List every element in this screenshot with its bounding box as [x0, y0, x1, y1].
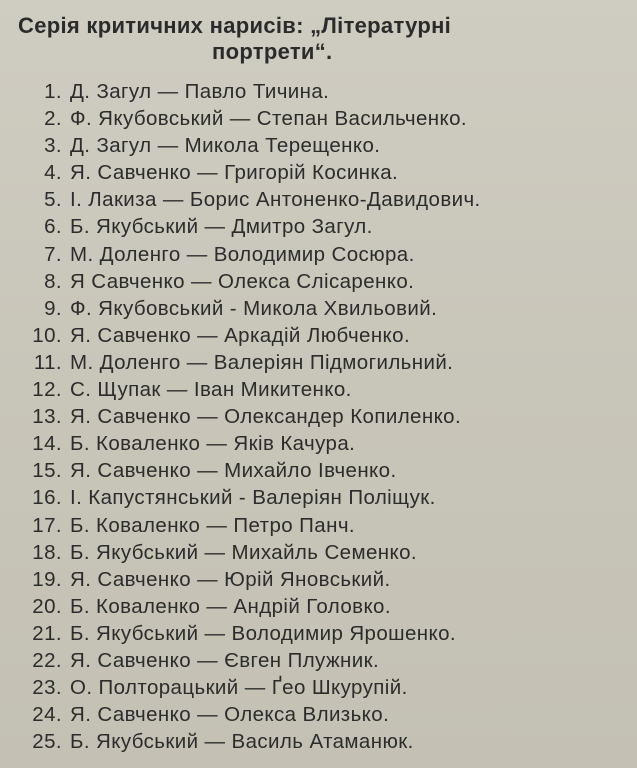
list-item-text: Ф. Якубовський — Степан Васильченко.	[70, 107, 467, 131]
list-item-text: Д. Загул — Микола Терещенко.	[70, 134, 381, 158]
list-item	[0, 457, 637, 484]
list-item-number: 17.	[32, 513, 62, 537]
list-item-text: І. Капустянський - Валеріян Поліщук.	[70, 486, 436, 510]
list-item-number: 19.	[32, 567, 62, 591]
list-item-number: 13.	[32, 405, 62, 429]
list-item-text: С. Щупак — Іван Микитенко.	[70, 378, 352, 402]
list-item-text: Я. Савченко — Юрій Яновський.	[70, 567, 391, 591]
list-item-number: 6.	[44, 215, 62, 239]
list-item-number: 12.	[32, 378, 62, 402]
list-item-text: Б. Якубський — Михайль Семенко.	[70, 540, 417, 564]
list-item	[0, 78, 637, 105]
list-item	[0, 620, 637, 647]
list-item-text: І. Лакиза — Борис Антоненко-Давидович.	[70, 188, 481, 212]
list-item-number: 15.	[32, 459, 62, 483]
list-item-text: Я Савченко — Олекса Слісаренко.	[70, 269, 415, 293]
list-item-number: 2.	[44, 107, 62, 131]
series-title-line-1: Серія критичних нарисів: „Літературні	[18, 13, 452, 38]
list-item	[0, 647, 637, 674]
list-item-text: О. Полторацький — Ґео Шкурупій.	[70, 676, 408, 700]
portrait-list	[0, 78, 637, 755]
list-item	[0, 484, 637, 511]
list-item	[0, 322, 637, 349]
list-item-number: 11.	[33, 350, 62, 374]
list-item-number: 18.	[32, 540, 62, 564]
list-item-number: 24.	[32, 703, 62, 727]
list-item	[0, 349, 637, 376]
list-item-number: 3.	[44, 134, 62, 158]
list-item-number: 14.	[32, 432, 62, 456]
list-item-number: 22.	[32, 648, 62, 672]
series-title	[18, 13, 618, 65]
list-item-number: 23.	[32, 676, 62, 700]
list-item-number: 7.	[44, 242, 62, 266]
list-item	[0, 566, 637, 593]
list-item-number: 21.	[32, 621, 62, 645]
list-item-number: 1.	[44, 80, 62, 103]
list-item	[0, 728, 637, 755]
list-item	[0, 268, 637, 295]
list-item	[0, 539, 637, 566]
list-item-text: Б. Коваленко — Петро Панч.	[70, 513, 355, 537]
list-item	[0, 295, 637, 322]
list-item-number: 8.	[44, 269, 62, 293]
list-item-text: Я. Савченко — Олекса Влизько.	[70, 703, 390, 727]
list-item-text: М. Доленго — Валеріян Підмогильний.	[70, 350, 454, 374]
list-item-text: Б. Якубський — Дмитро Загул.	[70, 215, 373, 239]
list-item	[0, 186, 637, 213]
list-item	[0, 105, 637, 132]
list-item	[0, 241, 637, 268]
list-item	[0, 593, 637, 620]
series-title-line-2: портрети“.	[212, 39, 333, 64]
list-item-number: 20.	[32, 594, 62, 618]
list-item	[0, 701, 637, 728]
list-item-text: Б. Коваленко — Яків Качура.	[70, 432, 356, 456]
list-item-text: Я. Савченко — Михайло Івченко.	[70, 459, 397, 483]
list-item-number: 4.	[44, 161, 62, 185]
list-item-text: Я. Савченко — Олександер Копиленко.	[70, 405, 462, 429]
list-item-number: 10.	[32, 323, 62, 347]
list-item	[0, 213, 637, 240]
list-item-text: Я. Савченко — Аркадій Любченко.	[70, 323, 411, 347]
list-item	[0, 132, 637, 159]
list-item-text: Д. Загул — Павло Тичина.	[70, 80, 330, 103]
list-item	[0, 159, 637, 186]
list-item-text: Б. Якубський — Василь Атаманюк.	[70, 730, 414, 754]
list-item-text: М. Доленго — Володимир Сосюра.	[70, 242, 415, 266]
list-item-text: Б. Якубський — Володимир Ярошенко.	[70, 621, 457, 645]
list-item	[0, 512, 637, 539]
list-item	[0, 430, 637, 457]
list-item	[0, 376, 637, 403]
list-item	[0, 403, 637, 430]
list-item-text: Я. Савченко — Григорій Косинка.	[70, 161, 399, 185]
list-item-number: 25.	[32, 730, 62, 754]
list-item-text: Я. Савченко — Євген Плужник.	[70, 648, 380, 672]
list-item	[0, 674, 637, 701]
list-item-text: Б. Коваленко — Андрій Головко.	[70, 594, 391, 618]
list-item-text: Ф. Якубовський - Микола Хвильовий.	[70, 296, 438, 320]
list-item-number: 5.	[44, 188, 62, 212]
list-item-number: 16.	[32, 486, 62, 510]
list-item-number: 9.	[44, 296, 62, 320]
